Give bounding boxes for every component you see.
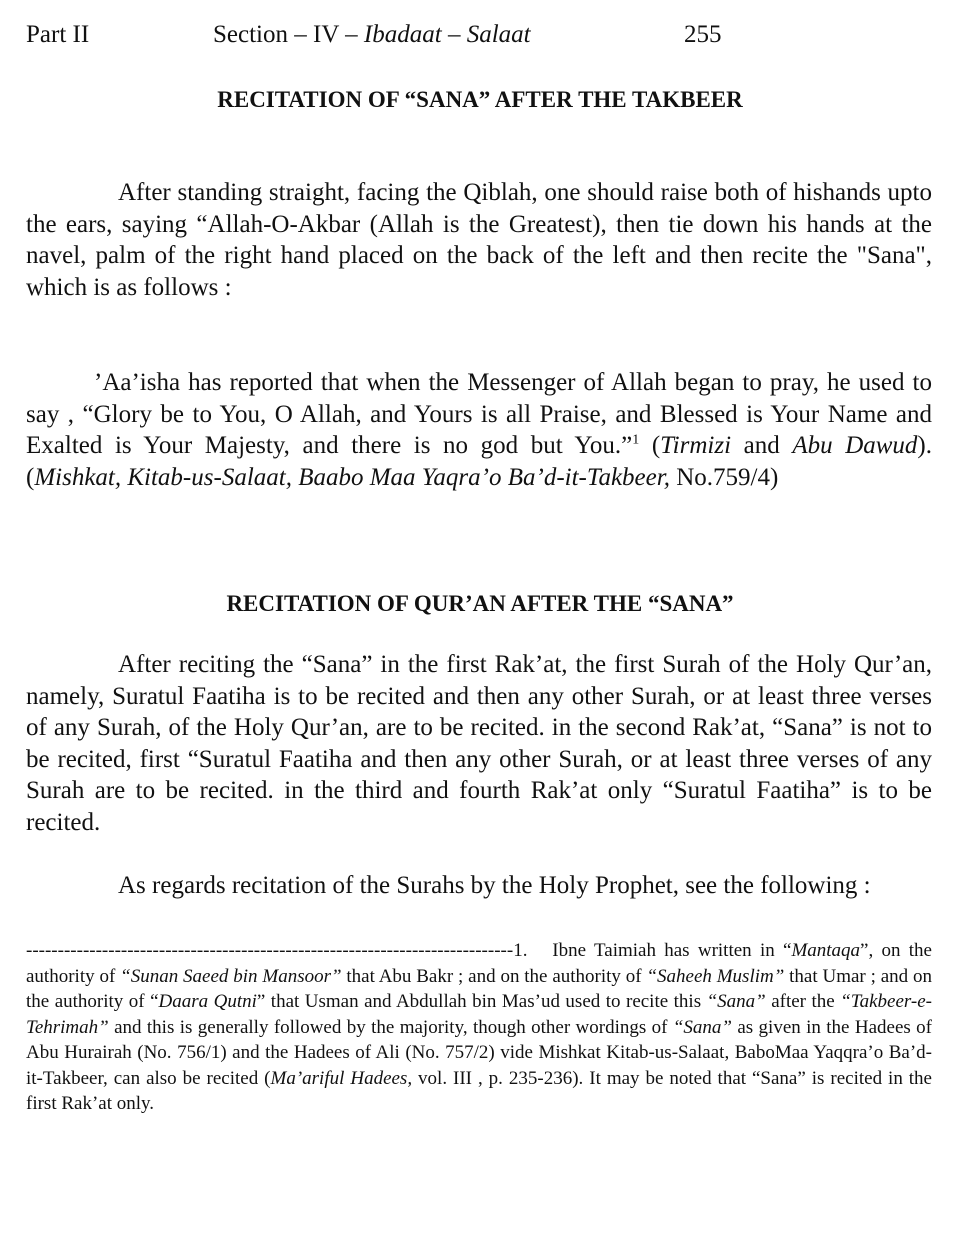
footnote-text: and this is generally followed by the majority, though other wordings of	[108, 1016, 673, 1038]
ref-number: No.759/4)	[676, 463, 779, 491]
running-header-part: Part II	[26, 21, 90, 48]
footnote-text: ”, on the authority of	[26, 940, 932, 987]
footnote-italic: “Saheeh Muslim”	[646, 965, 785, 987]
footnote-text: ” that Usman and Abdullah bin Mas’ud used to recite this	[256, 991, 707, 1012]
footnote-text: that Umar ; and on the authority of “	[26, 965, 932, 1012]
ref-and: and	[743, 432, 780, 459]
ref-mishkat: Mishkat, Kitab-us-Salaat, Baabo Maa Yaqra’o Ba’d-it-Takbeer,	[34, 463, 670, 491]
footnote-marker: 1.	[513, 940, 528, 961]
paragraph-quran-recitation: After reciting the “Sana” in the first Rak’at, the first Surah of the Holy Qur’an, namely, Suratul Faatiha is to be recited and then any other Surah, or at least three verses of any Surah, of the Holy Qur’an, are to be recited. in the second Rak’at, “Sana” is not to be recited, first “Suratul Faatiha and then any other Surah, or at least three verses of any Surah are to be recited. in the third and fourth Rak’at only “Suratul Faatiha” is to be recited.	[26, 651, 932, 836]
section-topic: Ibadaat – Salaat	[363, 21, 531, 48]
hadith-text: ’Aa’isha has reported that when the Messenger of Allah began to pray, he used to say , “Glory be to You, O Allah, and Yours is all Praise, and Blessed is Your Name and Exalted is Your Majesty, and there is no god but You.”	[26, 369, 932, 459]
footnote-text: that Abu Bakr ; and on the authority of	[341, 965, 647, 987]
footnote-text: as given in the Hadees of Abu Hurairah (No. 756/1) and the Hadees of Ali (No. 757/2) vide Mishkat Kitab-us-Salaat, BaboMaa Yaqqra’o Ba’d-it-Takbeer, can also be recited (	[26, 1016, 932, 1089]
page-number: 255	[684, 21, 722, 48]
footnote	[26, 938, 932, 1117]
running-header-section	[213, 20, 531, 50]
ref-tirmizi: Tirmizi	[660, 432, 732, 459]
heading-sana: RECITATION OF “SANA” AFTER THE TAKBEER	[217, 87, 743, 112]
footnote-italic: “Takbeer-e-Tehrimah”	[26, 991, 932, 1038]
ref-abu-dawud: Abu Dawud	[792, 432, 918, 459]
footnote-ref: 1	[632, 432, 640, 448]
footnote-italic: “Sana”	[706, 991, 766, 1012]
footnote-text: vol. III , p. 235-236). It may be noted that “Sana” is recited in the first Rak’at only.	[26, 1067, 932, 1114]
paragraph-hadith: ’Aa’isha has reported that when the Messenger of Allah began to pray, he used to say , “Glory be to You, O Allah, and Yours is all Praise, and Blessed is Your Name and Exalted is Your Majesty, and there is no god but You.”$^1$ (Tirmizi and Abu Dawud). (Mishkat, Kitab-us-Salaat, Baabo Maa Yaqra’o Ba’d-it-Takbeer, No.759/4)	[26, 369, 932, 491]
footnote-text: after the	[765, 991, 841, 1012]
paragraph-takbeer: After standing straight, facing the Qiblah, one should raise both of hishands upto the ears, saying “Allah-O-Akbar (Allah is the Greatest), then tie down his hands at the navel, palm of the right hand placed on the back of the left and then recite the "Sana", which is as follows :	[26, 179, 932, 301]
footnote-italic: Mantaqa	[791, 940, 861, 961]
footnote-italic: “Sunan Saeed bin Mansoor”	[120, 965, 342, 987]
section-prefix: Section – IV –	[213, 21, 364, 48]
paragraph-surahs: As regards recitation of the Surahs by the Holy Prophet, see the following :	[118, 872, 871, 899]
footnote-text: Ibne Taimiah has written in “	[552, 940, 792, 961]
footnote-italic: “Sana”	[672, 1016, 732, 1038]
footnote-italic: Ma’ariful Hadees,	[270, 1067, 413, 1089]
heading-quran: RECITATION OF QUR’AN AFTER THE “SANA”	[226, 591, 734, 616]
footnote-rule: -----------------------------------------------------------------------------	[26, 940, 514, 961]
footnote-italic: Daara Qutni	[158, 991, 257, 1012]
